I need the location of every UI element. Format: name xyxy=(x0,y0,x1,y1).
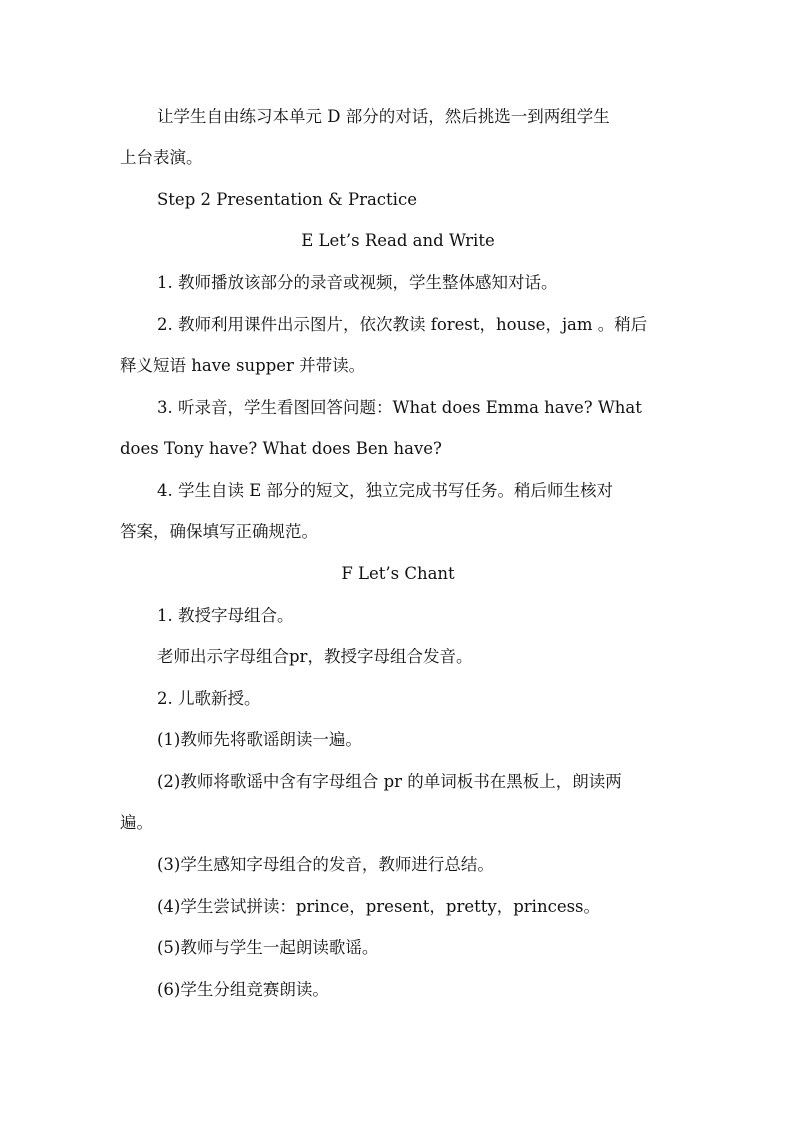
paragraph-line: 老师出示字母组合pr，教授字母组合发音。 xyxy=(157,647,473,666)
paragraph-line: (1)教师先将歌谣朗读一遍。 xyxy=(157,730,362,749)
paragraph-line: 1. 教授字母组合。 xyxy=(157,606,294,625)
paragraph-line: 1. 教师播放该部分的录音或视频，学生整体感知对话。 xyxy=(157,273,558,292)
paragraph-line: 释义短语 have supper 并带读。 xyxy=(120,356,366,375)
paragraph-line: 2. 儿歌新授。 xyxy=(157,689,261,708)
paragraph-line: 遍。 xyxy=(120,813,153,832)
paragraph-line: (4)学生尝试拼读：prince，present，pretty，princess。 xyxy=(157,897,601,916)
paragraph-line: (2)教师将歌谣中含有字母组合 pr 的单词板书在黑板上，朗读两 xyxy=(157,772,622,791)
paragraph-line: 上台表演。 xyxy=(120,148,203,167)
paragraph-line: 3. 听录音，学生看图回答问题：What does Emma have? What xyxy=(157,398,642,417)
paragraph-line: (6)学生分组竞赛朗读。 xyxy=(157,980,329,999)
paragraph-line: 2. 教师利用课件出示图片，依次教读 forest，house，jam 。稍后 xyxy=(157,315,648,334)
paragraph-line: (5)教师与学生一起朗读歌谣。 xyxy=(157,938,379,957)
paragraph-line: 4. 学生自读 E 部分的短文，独立完成书写任务。稍后师生核对 xyxy=(157,481,614,500)
step-heading: Step 2 Presentation & Practice xyxy=(157,190,417,209)
paragraph-line: does Tony have? What does Ben have? xyxy=(120,439,442,458)
paragraph-line: 答案，确保填写正确规范。 xyxy=(120,522,318,541)
section-heading: E Let’s Read and Write xyxy=(301,231,495,250)
paragraph-line: (3)学生感知字母组合的发音，教师进行总结。 xyxy=(157,855,494,874)
paragraph-line: 让学生自由练习本单元 D 部分的对话，然后挑选一到两组学生 xyxy=(157,107,610,126)
section-heading: F Let’s Chant xyxy=(341,564,455,583)
